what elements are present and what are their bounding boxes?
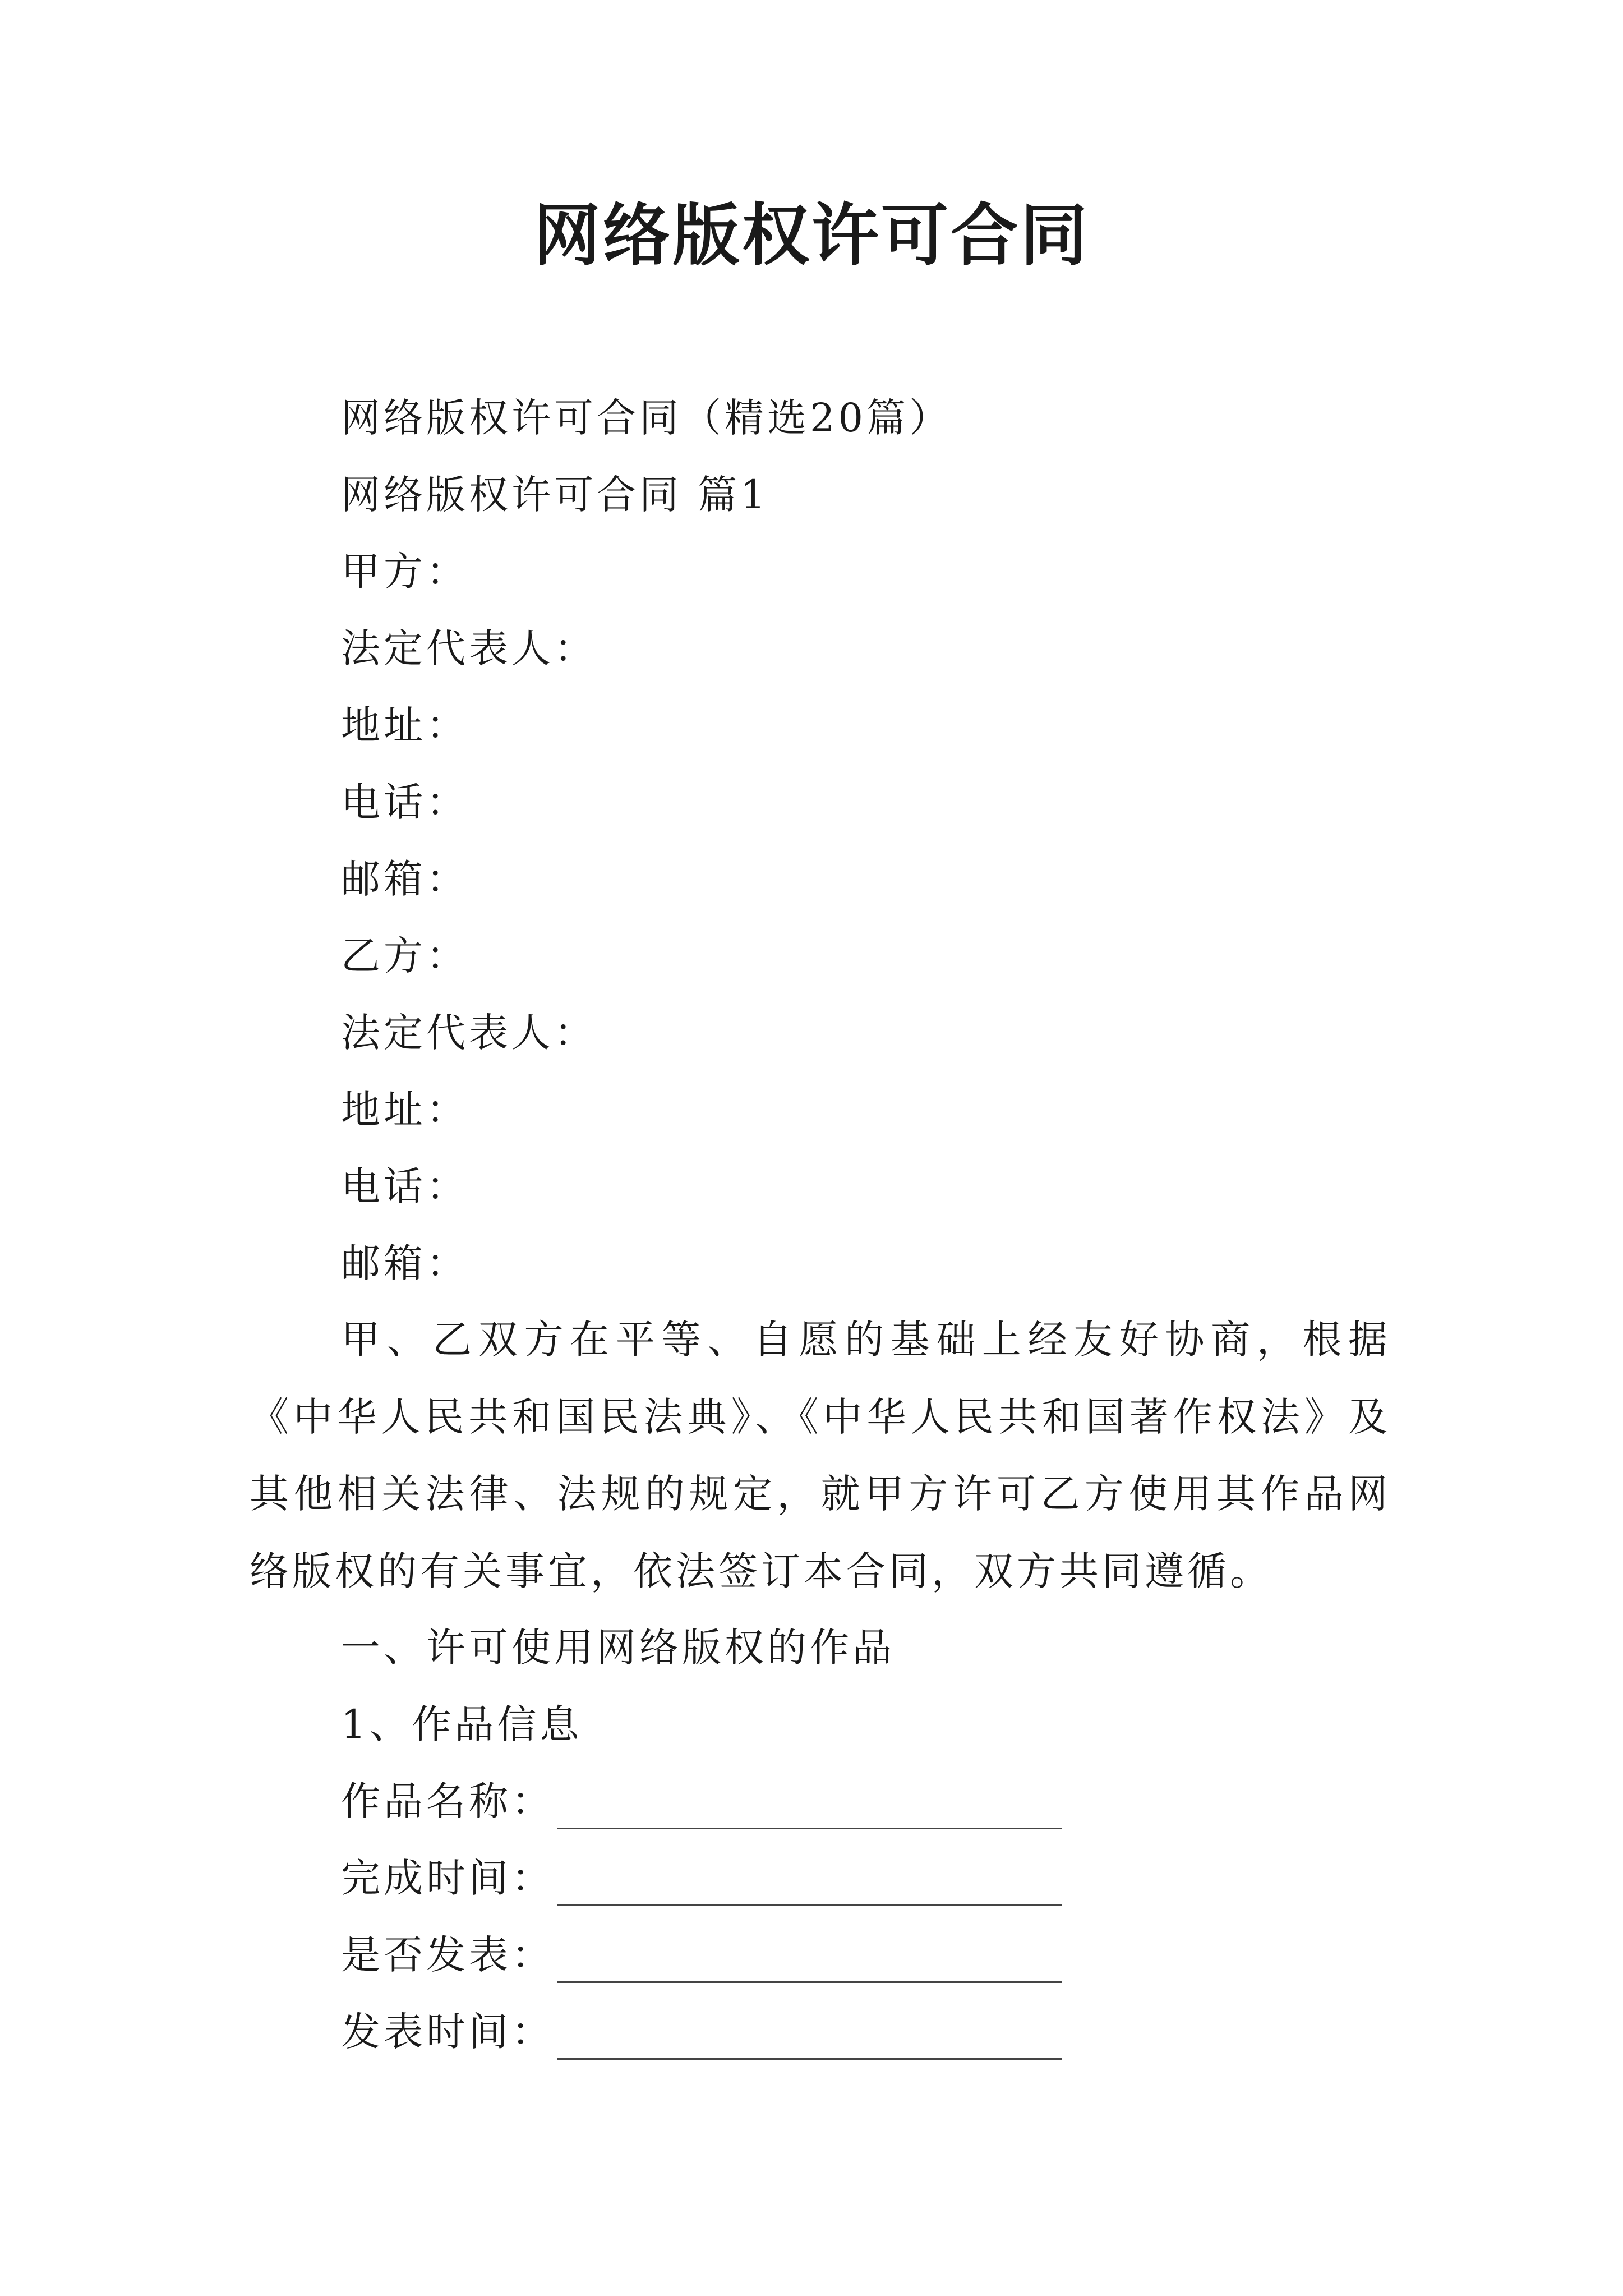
party-b-email: 邮箱： [341,1240,469,1286]
heading-works: 一、许可使用网络版权的作品 [341,1625,895,1671]
intro-paragraph: 甲、乙双方在平等、自愿的基础上经友好协商，根据《中华人民共和国民法典》、《中华人民共和国著作权法》及其他相关法律、法规的规定，就甲方许可乙方使用其作品网络版权的有关事宜，依法签订本合同，双方共同遵循。 [250,1317,1391,1594]
field-work-name [341,1773,1062,1829]
field-published-label: 是否发表： [341,1932,554,1978]
party-b-phone: 电话： [341,1163,469,1209]
document-subtitle: 网络版权许可合同（精选20篇） [341,395,952,441]
party-a-phone: 电话： [341,779,469,825]
party-a-label: 甲方： [341,549,469,595]
subheading-work-info: 1、作品信息 [341,1701,583,1747]
document-title: 网络版权许可合同 [533,196,1090,275]
field-publish-time-label: 发表时间： [341,2009,554,2055]
field-completion-time [341,1850,1062,1906]
published-blank [557,1948,1062,1983]
field-publish-time [341,2004,1062,2060]
party-b-address: 地址： [341,1087,469,1133]
party-a-rep: 法定代表人： [341,625,597,671]
party-b-label: 乙方： [341,933,469,979]
work-name-blank [557,1794,1062,1829]
completion-time-blank [557,1871,1062,1906]
publish-time-blank [557,2024,1062,2060]
party-a-email: 邮箱： [341,856,469,902]
section-title: 网络版权许可合同 篇1 [341,472,769,518]
field-work-name-label: 作品名称： [341,1778,554,1824]
field-completion-time-label: 完成时间： [341,1855,554,1901]
party-a-address: 地址： [341,702,469,748]
field-published [341,1927,1062,1983]
party-b-rep: 法定代表人： [341,1010,597,1056]
